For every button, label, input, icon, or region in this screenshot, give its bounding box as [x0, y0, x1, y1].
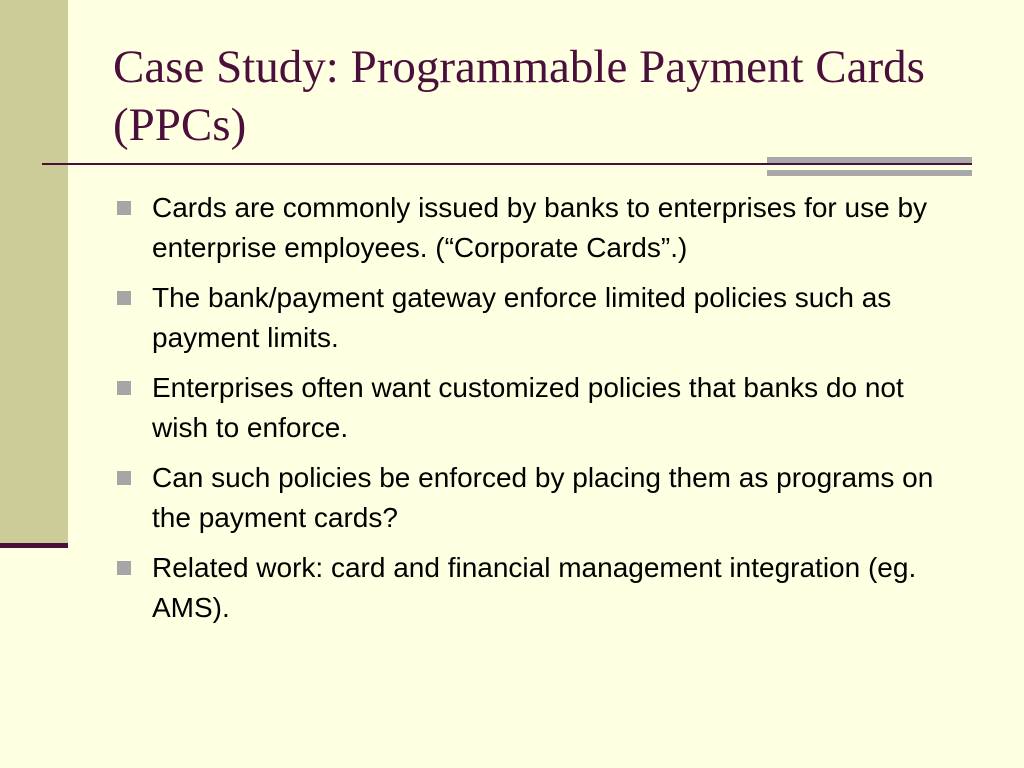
bullet-item	[113, 458, 963, 538]
bullet-item	[113, 188, 963, 268]
left-sidebar-underline	[0, 543, 68, 548]
bullet-text: Can such policies be enforced by placing them as programs on the payment cards?	[152, 462, 934, 533]
square-bullet-icon	[117, 381, 131, 395]
square-bullet-icon	[117, 561, 131, 575]
slide-title: Case Study: Programmable Payment Cards (PPCs)	[113, 41, 925, 151]
square-bullet-icon	[117, 291, 131, 305]
bullet-text: Cards are commonly issued by banks to enterprises for use by enterprise employees. (“Corporate Cards”.)	[152, 192, 928, 263]
left-sidebar-bar	[0, 0, 68, 545]
square-bullet-icon	[117, 471, 131, 485]
bullet-item	[113, 368, 963, 448]
divider-accent-stripe	[767, 170, 972, 176]
bullet-text: Related work: card and financial management integration (eg. AMS).	[152, 552, 917, 623]
bullet-text: Enterprises often want customized policies that banks do not wish to enforce.	[152, 372, 904, 443]
bullet-item	[113, 278, 963, 358]
title-divider-accent	[767, 157, 972, 179]
bullet-text: The bank/payment gateway enforce limited policies such as payment limits.	[152, 282, 892, 353]
bullet-item	[113, 548, 963, 628]
bullet-list	[113, 188, 963, 638]
square-bullet-icon	[117, 201, 131, 215]
divider-accent-stripe	[767, 157, 972, 163]
